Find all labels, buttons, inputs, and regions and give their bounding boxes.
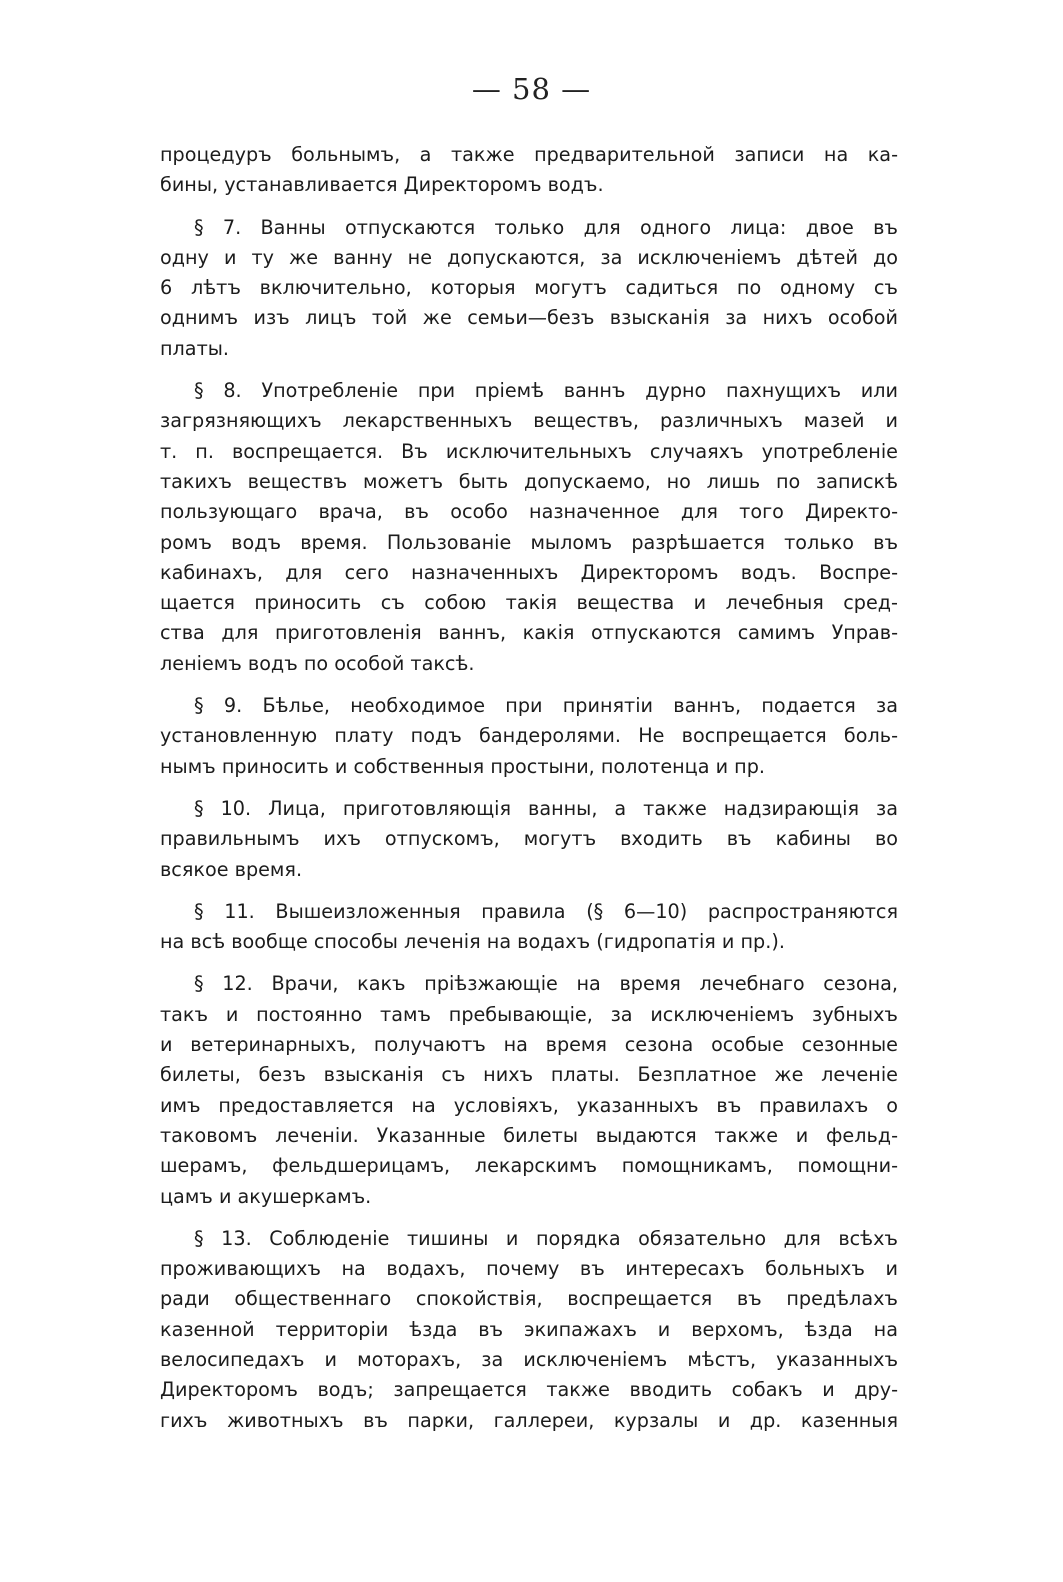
text-line: § 12. Врачи, какъ пріѣзжающіе на время лечебнаго сезона, bbox=[194, 972, 898, 996]
paragraph-section-11 bbox=[160, 897, 898, 958]
text-line: установленную плату подъ бандеролями. Не воспрещается боль- bbox=[160, 724, 898, 748]
text-line: цамъ и акушеркамъ. bbox=[160, 1184, 372, 1208]
text-line: щается приносить съ собою такія вещества и лечебныя сред- bbox=[160, 591, 898, 615]
text-line: § 11. Вышеизложенныя правила (§ 6—10) распространяются bbox=[194, 899, 898, 923]
text-line: § 9. Бѣлье, необходимое при принятіи ваннъ, подается за bbox=[194, 694, 898, 718]
text-line: билеты, безъ взысканія съ нихъ платы. Безплатное же леченіе bbox=[160, 1063, 898, 1087]
text-line: велосипедахъ и моторахъ, за исключеніемъ мѣстъ, указанныхъ bbox=[160, 1347, 898, 1371]
text-line: нымъ приносить и собственныя простыни, полотенца и пр. bbox=[160, 754, 765, 778]
text-line: ства для приготовленія ваннъ, какія отпускаются самимъ Управ- bbox=[160, 621, 898, 645]
text-line: бины, устанавливается Директоромъ водъ. bbox=[160, 173, 604, 197]
text-line: одну и ту же ванну не допускаются, за исключеніемъ дѣтей до bbox=[160, 245, 898, 269]
text-line: § 8. Употребленіе при пріемѣ ваннъ дурно пахнущихъ или bbox=[194, 379, 898, 403]
paragraph-section-13 bbox=[160, 1224, 898, 1436]
text-line: всякое время. bbox=[160, 857, 303, 881]
paragraph-section-9 bbox=[160, 691, 898, 782]
text-line: § 7. Ванны отпускаются только для одного лица: двое въ bbox=[194, 215, 898, 239]
page-number: — 58 — bbox=[471, 72, 592, 106]
text-line: Директоромъ водъ; запрещается также вводить собакъ и дру- bbox=[160, 1378, 898, 1402]
text-line: § 10. Лица, приготовляющія ванны, а также надзирающія за bbox=[194, 796, 898, 820]
text-line: леніемъ водъ по особой таксѣ. bbox=[160, 651, 475, 675]
text-line: на всѣ вообще способы леченія на водахъ (гидропатія и пр.). bbox=[160, 930, 785, 954]
paragraph-section-12 bbox=[160, 969, 898, 1211]
paragraph-section-8 bbox=[160, 376, 898, 679]
paragraph-continuation bbox=[160, 140, 898, 201]
text-line: казенной территоріи ѣзда въ экипажахъ и верхомъ, ѣзда на bbox=[160, 1317, 898, 1341]
text-line: платы. bbox=[160, 336, 229, 360]
body-text bbox=[160, 140, 898, 1448]
text-line: имъ предоставляется на условіяхъ, указанныхъ въ правилахъ о bbox=[160, 1093, 898, 1117]
paragraph-section-10 bbox=[160, 794, 898, 885]
text-line: § 13. Соблюденіе тишины и порядка обязательно для всѣхъ bbox=[194, 1226, 898, 1250]
text-line: проживающихъ на водахъ, почему въ интересахъ больныхъ и bbox=[160, 1257, 898, 1281]
text-line: гихъ животныхъ въ парки, галлереи, курзалы и др. казенныя bbox=[160, 1408, 898, 1432]
text-line: такъ и постоянно тамъ пребывающіе, за исключеніемъ зубныхъ bbox=[160, 1002, 898, 1026]
text-line: ромъ водъ время. Пользованіе мыломъ разрѣшается только въ bbox=[160, 530, 898, 554]
text-line: т. п. воспрещается. Въ исключительныхъ случаяхъ употребленіе bbox=[160, 439, 898, 463]
text-line: такихъ веществъ можетъ быть допускаемо, но лишь по запискѣ bbox=[160, 469, 898, 493]
text-line: пользующаго врача, въ особо назначенное для того Директо- bbox=[160, 500, 898, 524]
paragraph-section-7 bbox=[160, 213, 898, 364]
text-line: процедуръ больнымъ, а также предварительной записи на ка- bbox=[160, 143, 898, 166]
text-line: однимъ изъ лицъ той же семьи—безъ взысканія за нихъ особой bbox=[160, 306, 898, 330]
text-line: шерамъ, фельдшерицамъ, лекарскимъ помощникамъ, помощни- bbox=[160, 1154, 898, 1178]
text-line: и ветеринарныхъ, получаютъ на время сезона особые сезонные bbox=[160, 1033, 898, 1057]
text-line: ради общественнаго спокойствія, воспрещается въ предѣлахъ bbox=[160, 1287, 898, 1311]
text-line: 6 лѣтъ включительно, которыя могутъ садиться по одному съ bbox=[160, 276, 898, 300]
text-line: загрязняющихъ лекарственныхъ веществъ, различныхъ мазей и bbox=[160, 409, 898, 433]
text-line: таковомъ леченіи. Указанные билеты выдаются также и фельд- bbox=[160, 1123, 898, 1147]
text-line: кабинахъ, для сего назначенныхъ Директоромъ водъ. Воспре- bbox=[160, 560, 898, 584]
text-line: правильнымъ ихъ отпускомъ, могутъ входить въ кабины во bbox=[160, 827, 898, 851]
